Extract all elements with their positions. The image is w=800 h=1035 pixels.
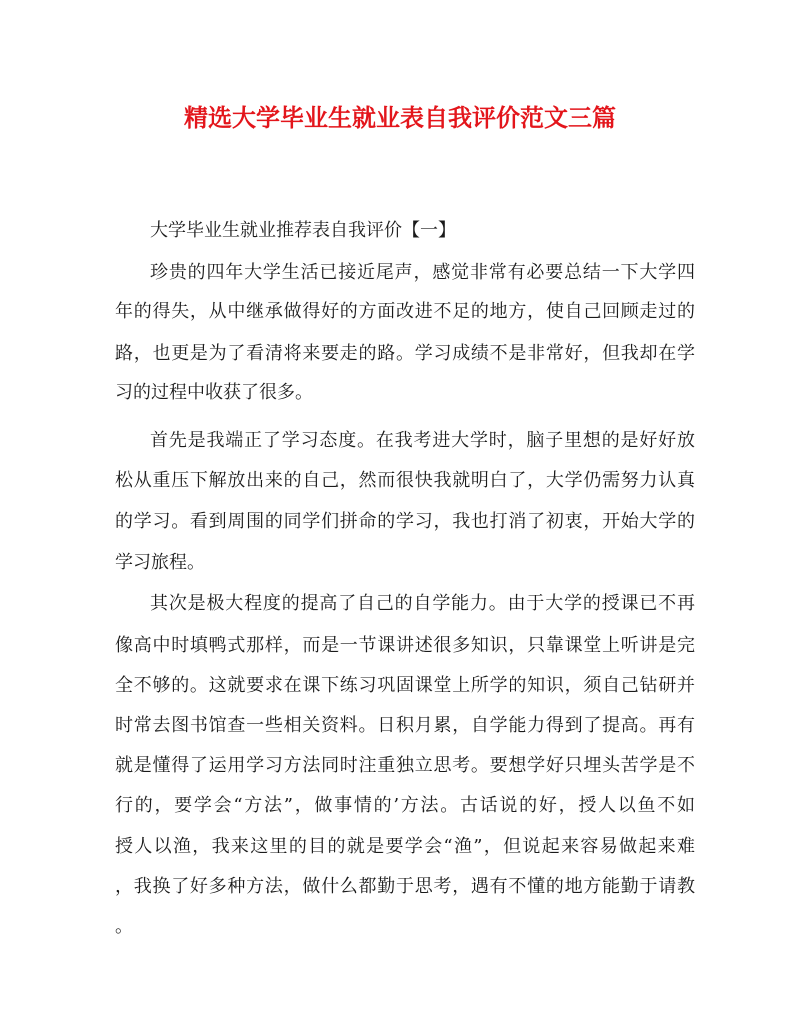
- paragraph-line: 授人以渔，我来这里的目的就是要学会“渔”，但说起来容易做起来难: [115, 836, 695, 857]
- paragraph-line: 学习旅程。: [115, 552, 205, 573]
- paragraph-line: 首先是我端正了学习态度。在我考进大学时，脑子里想的是好好放: [150, 430, 695, 451]
- paragraph-line: 时常去图书馆查一些相关资料。日积月累，自学能力得到了提高。再有: [115, 715, 695, 736]
- paragraph-line: 就是懂得了运用学习方法同时注重独立思考。要想学好只埋头苦学是不: [115, 755, 695, 776]
- paragraph-line: 年的得失，从中继承做得好的方面改进不足的地方，使自己回顾走过的: [115, 301, 695, 322]
- paragraph-line: 珍贵的四年大学生活已接近尾声，感觉非常有必要总结一下大学四: [150, 262, 695, 283]
- paragraph-line: 。: [115, 916, 133, 937]
- paragraph-line: 行的，要学会“方法”，做事情的’方法。古话说的好，授人以鱼不如: [115, 795, 695, 816]
- paragraph-line: 松从重压下解放出来的自己，然而很快我就明白了，大学仍需努力认真: [115, 470, 695, 491]
- paragraph-line: 路，也更是为了看清将来要走的路。学习成绩不是非常好，但我却在学: [115, 343, 695, 364]
- paragraph-line: 的学习。看到周围的同学们拼命的学习，我也打消了初衷，开始大学的: [115, 511, 695, 532]
- document-title: 精选大学毕业生就业表自我评价范文三篇: [184, 103, 616, 132]
- paragraph-line: 其次是极大程度的提高了自己的自学能力。由于大学的授课已不再: [150, 593, 695, 614]
- paragraph-line: ，我换了好多种方法，做什么都勤于思考，遇有不懂的地方能勤于请教: [115, 876, 695, 897]
- section-heading: 大学毕业生就业推荐表自我评价【一】: [150, 220, 456, 241]
- paragraph-line: 习的过程中收获了很多。: [115, 382, 313, 403]
- paragraph-line: 全不够的。这就要求在课下练习巩固课堂上所学的知识，须自己钻研并: [115, 675, 695, 696]
- paragraph-line: 像高中时填鸭式那样，而是一节课讲述很多知识，只靠课堂上听讲是完: [115, 635, 695, 656]
